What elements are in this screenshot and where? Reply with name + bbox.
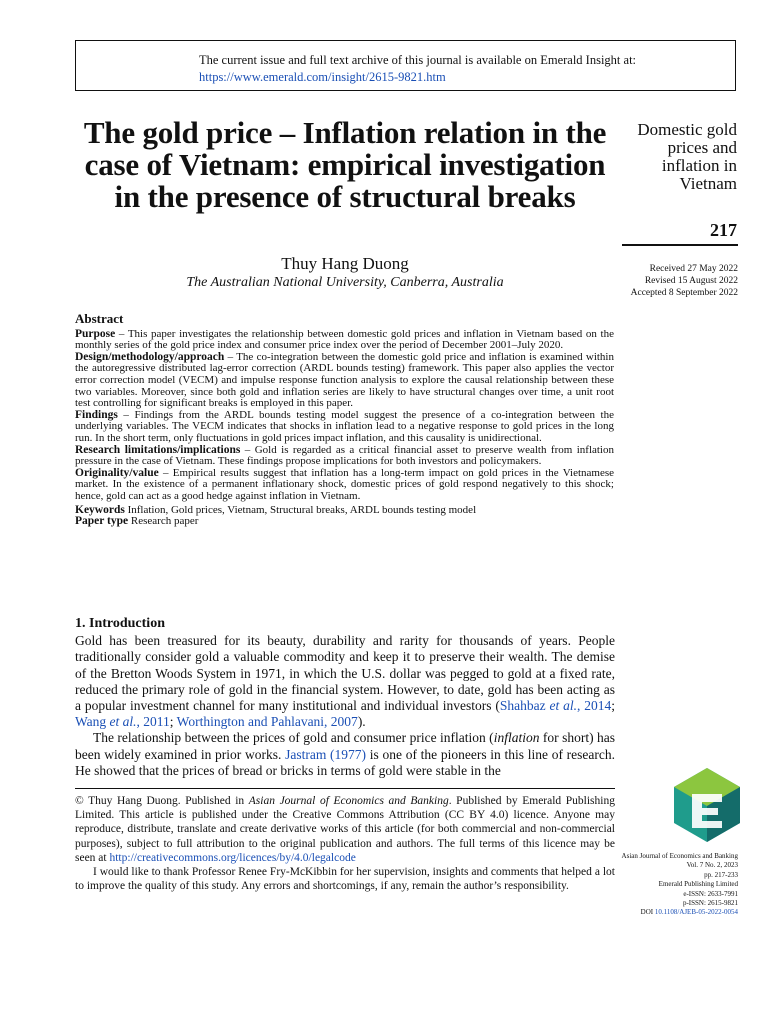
paper-type-text: Research paper bbox=[128, 515, 199, 528]
archive-notice-box bbox=[75, 40, 736, 91]
paragraph-text: The relationship between the prices of gold and consumer price inflation ( bbox=[93, 730, 494, 746]
footnote-text: . Published by Emerald Publishing Limited. This article is published under the Creative Commons Attribution (CC BY 4.0) licence. Anyone may reproduce, distribute, translate and create derivative works of this article (for both commercial and non-commercial purposes), subject to full attribution to the original publication and authors. The full terms of this licence may be seen at bbox=[75, 795, 615, 864]
footnote-divider bbox=[75, 788, 615, 789]
acknowledgement: I would like to thank Professor Renee Fry-McKibbin for her supervision, insights and comments that helped a lot to improve the quality of this study. Any errors and shortcomings, if any, remain the author’s responsibility. bbox=[75, 866, 615, 893]
article-title: The gold price – Inflation relation in the case of Vietnam: empirical investigation in the presence of structural breaks bbox=[83, 115, 607, 214]
abstract-originality bbox=[75, 468, 614, 503]
italic-term: inflation bbox=[493, 730, 540, 746]
footnote bbox=[75, 794, 615, 893]
copyright-notice bbox=[75, 794, 615, 865]
section-heading: 1. Introduction bbox=[75, 616, 165, 631]
keywords-label: Keywords bbox=[75, 503, 125, 516]
citation-link-worthington[interactable]: Worthington and Pahlavani, 2007 bbox=[176, 714, 358, 730]
revised-date: Revised 15 August 2022 bbox=[644, 276, 738, 286]
paper-type-label: Paper type bbox=[75, 515, 129, 528]
citation-etal: et al. bbox=[549, 698, 577, 714]
abstract-label: Originality/value bbox=[75, 466, 159, 479]
journal-pages: pp. 217-233 bbox=[704, 870, 738, 879]
received-date: Received 27 May 2022 bbox=[649, 264, 738, 274]
journal-publisher: Emerald Publishing Limited bbox=[658, 880, 738, 889]
running-title bbox=[620, 121, 737, 193]
author-name: Thuy Hang Duong bbox=[281, 254, 409, 273]
licence-link[interactable]: http://creativecommons.org/licences/by/4.0/legalcode bbox=[109, 851, 356, 864]
citation-link-jastram[interactable]: Jastram (1977) bbox=[285, 746, 367, 762]
abstract-text: – Empirical results suggest that inflation has a long-term impact on gold prices in the Vietnamese market. In the existence of a permanent inflationary shock, domestic prices of gold respond negatively to this shock; hence, gold can act as a good hedge against inflation in Vietnam. bbox=[75, 466, 614, 502]
journal-doi bbox=[620, 908, 738, 917]
abstract-heading: Abstract bbox=[75, 311, 124, 326]
journal-eissn: e-ISSN: 2633-7991 bbox=[683, 889, 738, 898]
citation-author: Wang bbox=[75, 714, 110, 730]
citation-link-shahbaz[interactable] bbox=[500, 698, 611, 713]
author-affiliation: The Australian National University, Canberra, Australia bbox=[186, 275, 504, 290]
abstract-label: Findings bbox=[75, 408, 118, 421]
journal-info bbox=[620, 852, 738, 918]
paragraph-text: Gold has been treasured for its beauty, durability and rarity for thousands of years. People traditionally consider gold a valuable commodity and keep it to preserve their wealth. The demise of the Bretton Woods System in 1971, in which the U.S. dollar was pegged to gold at a fixed rate, reduced the primary role of gold in the financial system. However, to date, gold has been acting as a popular investment channel for many institutional and individual investors ( bbox=[75, 633, 615, 714]
abstract-label: Design/methodology/approach bbox=[75, 350, 225, 363]
journal-name-italic: Asian Journal of Economics and Banking bbox=[248, 795, 449, 807]
citation-etal: et al. bbox=[109, 714, 137, 730]
abstract-label: Research limitations/implications bbox=[75, 443, 241, 456]
emerald-logo-icon bbox=[672, 766, 742, 842]
accepted-date: Accepted 8 September 2022 bbox=[630, 288, 738, 298]
keywords-text: Inflation, Gold prices, Vietnam, Structural breaks, ARDL bounds testing model bbox=[124, 503, 477, 516]
journal-name: Asian Journal of Economics and Banking bbox=[621, 852, 738, 860]
abstract-limitations bbox=[75, 445, 614, 468]
abstract-text: – Findings from the ARDL bounds testing model suggest the presence of a co-integration between the underlying variables. The VECM indicates that shocks in inflation lead to a negative response to gold prices in the long run. In the short term, only fluctuations in gold prices impact inflation, and this causality is unidirectional. bbox=[75, 408, 614, 444]
paragraph-text: for short) has been widely examined in prior works. bbox=[75, 730, 615, 762]
paragraph-text: is one of the pioneers in this line of research. He showed that the prices of bread or bricks in terms of gold were stable in the bbox=[75, 746, 615, 778]
citation-separator: ; bbox=[611, 698, 615, 714]
abstract-findings bbox=[75, 410, 614, 445]
running-title-line: Vietnam bbox=[679, 174, 737, 193]
footnote-text: © Thuy Hang Duong. Published in bbox=[75, 795, 249, 807]
archive-notice-text: The current issue and full text archive of this journal is available on Emerald Insight at: bbox=[199, 53, 637, 67]
running-title-line: Domestic gold bbox=[637, 120, 737, 139]
running-title-line: prices and bbox=[667, 138, 737, 157]
article-dates bbox=[600, 263, 738, 299]
archive-url-link[interactable]: https://www.emerald.com/insight/2615-9821.htm bbox=[199, 70, 446, 84]
abstract-label: Purpose bbox=[75, 327, 116, 340]
abstract-text: – Gold is regarded as a critical financial asset to preserve wealth from inflation pressure in the case of Vietnam. These findings propose implications for both investors and policymakers. bbox=[75, 443, 614, 468]
abstract-text: – The co-integration between the domestic gold price and inflation is examined within the autoregressive distributed lag-error correction (ARDL bounds testing) framework. This paper also applies the vector error correction model (VECM) and impulse response function analysis to explore the causal relationship between these two variables. Moreover, since both gold and inflation series are likely to have structural changes over time, a unit root test controlling for significant breaks is employed in this paper. bbox=[75, 350, 614, 410]
abstract-purpose bbox=[75, 329, 614, 352]
journal-pissn: p-ISSN: 2615-9821 bbox=[682, 899, 738, 908]
paragraph-text: ). bbox=[357, 714, 366, 730]
citation-link-wang[interactable] bbox=[75, 714, 170, 729]
intro-paragraph-2 bbox=[75, 730, 615, 779]
abstract-design bbox=[75, 352, 614, 410]
intro-paragraph-1 bbox=[75, 633, 615, 730]
running-title-line: inflation in bbox=[661, 156, 737, 175]
paper-type bbox=[75, 516, 614, 528]
abstract-text: – This paper investigates the relationship between domestic gold prices and inflation in Vietnam based on the monthly series of the gold price index and consumer price index over the period of December 2001–July 2020. bbox=[75, 327, 614, 352]
citation-separator: ; bbox=[169, 714, 177, 730]
sidebar-divider bbox=[622, 244, 738, 246]
citation-year: , 2011 bbox=[136, 714, 170, 730]
journal-volume: Vol. 7 No. 2, 2023 bbox=[686, 861, 738, 870]
page-number: 217 bbox=[710, 220, 737, 240]
doi-link[interactable]: 10.1108/AJEB-05-2022-0054 bbox=[654, 908, 738, 917]
citation-author: Shahbaz bbox=[499, 698, 550, 714]
introduction-section bbox=[75, 616, 615, 779]
doi-label: DOI bbox=[640, 908, 655, 917]
citation-year: , 2014 bbox=[576, 698, 612, 714]
abstract bbox=[75, 313, 614, 528]
